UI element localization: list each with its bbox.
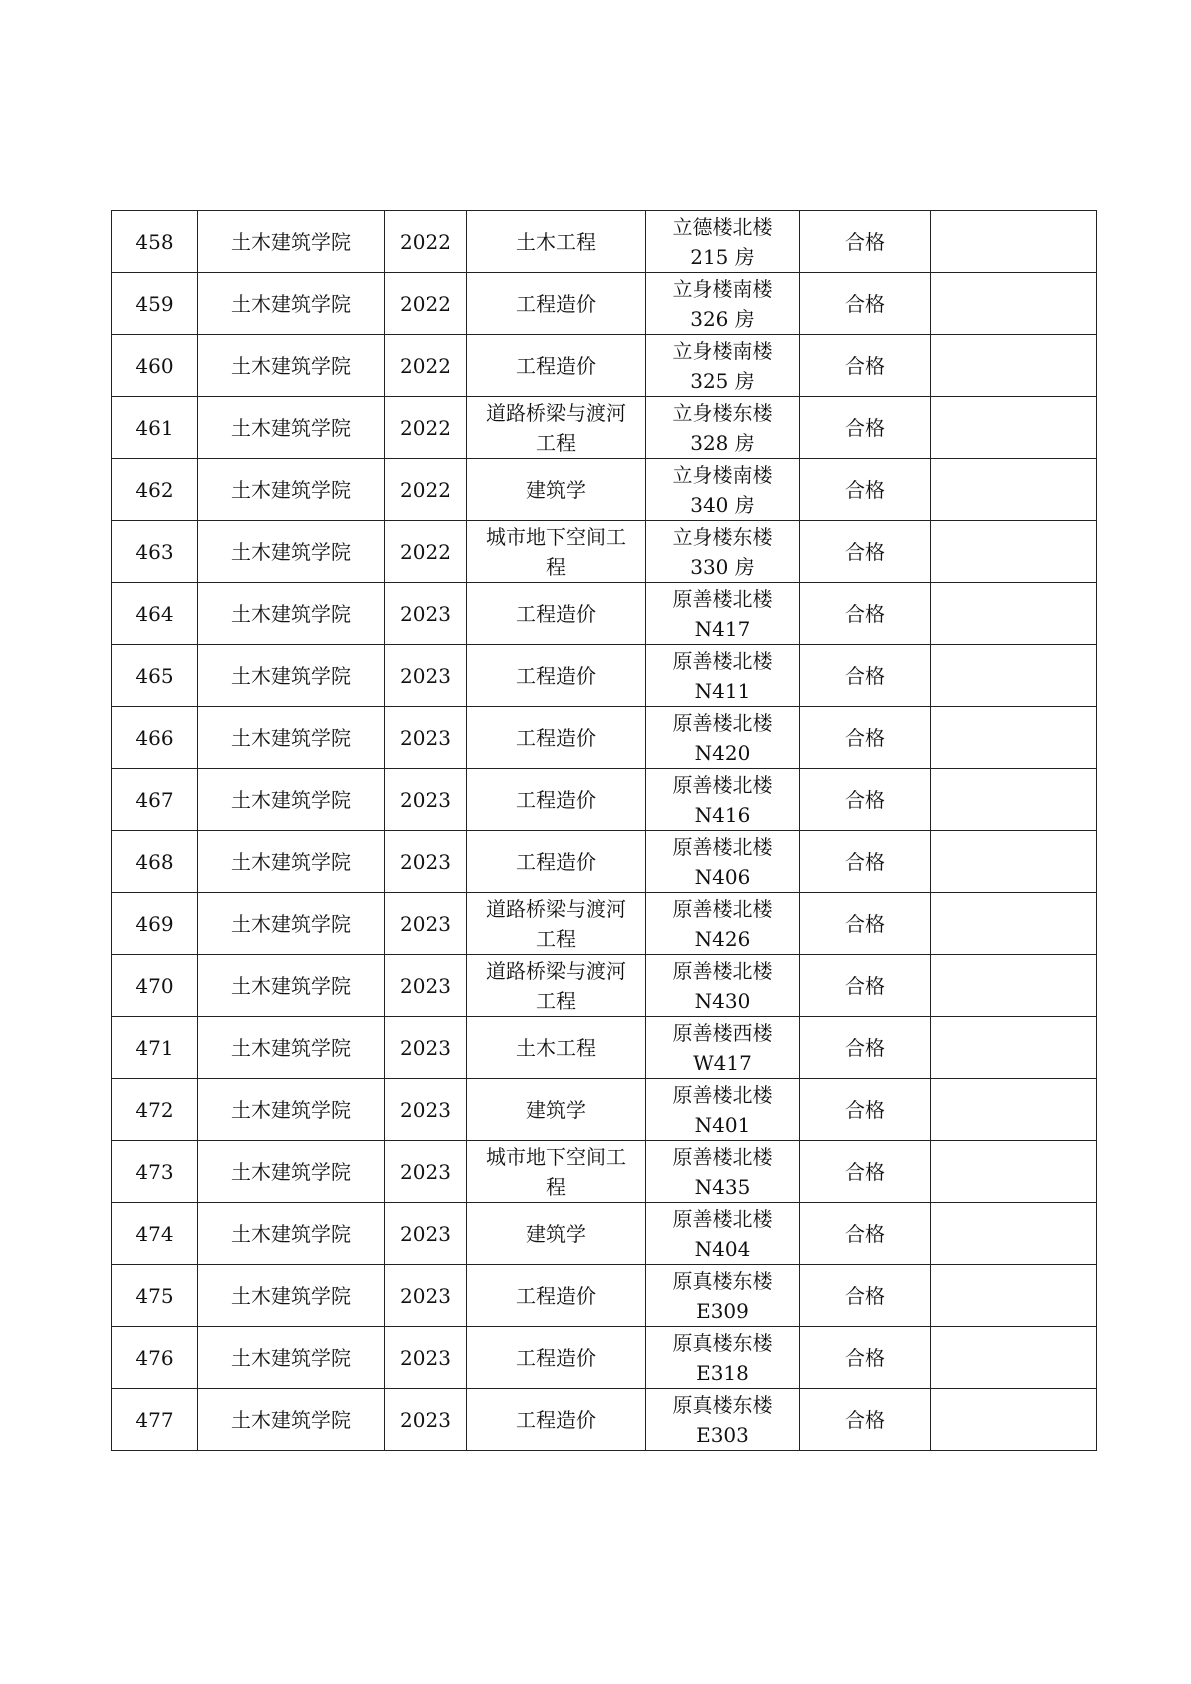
major-cell-line: 土木工程 (516, 1035, 596, 1060)
college-cell: 土木建筑学院 (198, 521, 385, 583)
row-number-cell: 465 (112, 645, 198, 707)
note-cell (931, 1203, 1097, 1265)
dorm-room-cell-line: 立德楼北楼 (672, 214, 773, 239)
note-cell (931, 893, 1097, 955)
major-cell-line: 土木工程 (516, 229, 596, 254)
year-cell: 2023 (385, 583, 467, 645)
table-row (112, 273, 1097, 335)
major-cell (467, 1327, 646, 1389)
note-cell (931, 335, 1097, 397)
dorm-room-cell (646, 831, 800, 893)
note-cell (931, 273, 1097, 335)
college-cell: 土木建筑学院 (198, 273, 385, 335)
dorm-room-cell-line: 原善楼北楼 (672, 772, 773, 797)
college-cell: 土木建筑学院 (198, 583, 385, 645)
dorm-room-cell (646, 707, 800, 769)
result-cell: 合格 (800, 1203, 931, 1265)
note-cell (931, 397, 1097, 459)
college-cell: 土木建筑学院 (198, 893, 385, 955)
note-cell (931, 1389, 1097, 1451)
table-row (112, 1327, 1097, 1389)
table-row (112, 1265, 1097, 1327)
major-cell (467, 1265, 646, 1327)
year-cell: 2023 (385, 831, 467, 893)
note-cell (931, 521, 1097, 583)
note-cell (931, 1141, 1097, 1203)
dorm-room-cell (646, 1141, 800, 1203)
result-cell: 合格 (800, 769, 931, 831)
major-cell (467, 1389, 646, 1451)
result-cell: 合格 (800, 645, 931, 707)
table-row (112, 645, 1097, 707)
major-cell-line: 工程 (536, 430, 576, 455)
dorm-room-cell (646, 397, 800, 459)
result-cell: 合格 (800, 335, 931, 397)
row-number-cell: 460 (112, 335, 198, 397)
major-cell-line: 工程造价 (516, 663, 596, 688)
dorm-room-cell-line: 325 房 (690, 368, 755, 393)
dorm-room-cell (646, 1079, 800, 1141)
dorm-room-cell-line: N416 (694, 802, 751, 827)
dorm-room-cell (646, 769, 800, 831)
major-cell (467, 1203, 646, 1265)
row-number-cell: 476 (112, 1327, 198, 1389)
dorm-room-cell (646, 1265, 800, 1327)
note-cell (931, 583, 1097, 645)
result-cell: 合格 (800, 521, 931, 583)
note-cell (931, 769, 1097, 831)
table-row (112, 521, 1097, 583)
major-cell-line: 工程 (536, 988, 576, 1013)
table-row (112, 459, 1097, 521)
result-cell: 合格 (800, 459, 931, 521)
row-number-cell: 461 (112, 397, 198, 459)
major-cell-line: 工程造价 (516, 1407, 596, 1432)
major-cell-line: 城市地下空间工 (486, 1144, 626, 1169)
major-cell-line: 建筑学 (526, 1221, 586, 1246)
college-cell: 土木建筑学院 (198, 831, 385, 893)
college-cell: 土木建筑学院 (198, 459, 385, 521)
year-cell: 2023 (385, 1203, 467, 1265)
table-row (112, 583, 1097, 645)
table-row (112, 1017, 1097, 1079)
major-cell (467, 583, 646, 645)
college-cell: 土木建筑学院 (198, 397, 385, 459)
row-number-cell: 475 (112, 1265, 198, 1327)
major-cell-line: 工程造价 (516, 787, 596, 812)
year-cell: 2023 (385, 1265, 467, 1327)
major-cell-line: 工程造价 (516, 601, 596, 626)
college-cell: 土木建筑学院 (198, 1079, 385, 1141)
row-number-cell: 471 (112, 1017, 198, 1079)
dorm-room-cell-line: 立身楼东楼 (672, 400, 773, 425)
major-cell (467, 893, 646, 955)
major-cell (467, 397, 646, 459)
note-cell (931, 1327, 1097, 1389)
year-cell: 2022 (385, 211, 467, 273)
note-cell (931, 831, 1097, 893)
dorm-room-cell (646, 583, 800, 645)
major-cell-line: 工程造价 (516, 291, 596, 316)
dorm-room-cell (646, 955, 800, 1017)
dorm-room-cell-line: 原真楼东楼 (672, 1330, 773, 1355)
result-cell: 合格 (800, 1141, 931, 1203)
dorm-room-cell (646, 1327, 800, 1389)
table-row (112, 211, 1097, 273)
result-cell: 合格 (800, 583, 931, 645)
dorm-room-cell-line: 340 房 (690, 492, 755, 517)
dorm-room-cell-line: N435 (694, 1174, 751, 1199)
result-cell: 合格 (800, 397, 931, 459)
row-number-cell: 463 (112, 521, 198, 583)
dorm-room-cell-line: 原善楼北楼 (672, 1206, 773, 1231)
major-cell-line: 工程造价 (516, 353, 596, 378)
major-cell-line: 建筑学 (526, 477, 586, 502)
college-cell: 土木建筑学院 (198, 1017, 385, 1079)
dorm-room-cell-line: 215 房 (690, 244, 755, 269)
dorm-room-cell (646, 273, 800, 335)
dorm-room-cell (646, 1017, 800, 1079)
college-cell: 土木建筑学院 (198, 211, 385, 273)
table-row (112, 1079, 1097, 1141)
dorm-room-cell-line: 原真楼东楼 (672, 1268, 773, 1293)
result-cell: 合格 (800, 831, 931, 893)
table-row (112, 397, 1097, 459)
year-cell: 2023 (385, 769, 467, 831)
dorm-room-cell-line: N406 (694, 864, 751, 889)
year-cell: 2023 (385, 1079, 467, 1141)
major-cell (467, 273, 646, 335)
major-cell-line: 工程造价 (516, 725, 596, 750)
result-cell: 合格 (800, 1389, 931, 1451)
year-cell: 2022 (385, 521, 467, 583)
table-row (112, 1389, 1097, 1451)
year-cell: 2022 (385, 397, 467, 459)
major-cell (467, 459, 646, 521)
major-cell (467, 769, 646, 831)
note-cell (931, 645, 1097, 707)
dorm-room-cell (646, 521, 800, 583)
dorm-room-cell-line: E318 (696, 1360, 749, 1385)
year-cell: 2023 (385, 645, 467, 707)
dorm-room-cell-line: 原善楼北楼 (672, 1082, 773, 1107)
dorm-room-cell-line: 原善楼北楼 (672, 958, 773, 983)
dorm-room-cell-line: N401 (694, 1112, 751, 1137)
year-cell: 2022 (385, 273, 467, 335)
dorm-room-cell-line: N426 (694, 926, 751, 951)
college-cell: 土木建筑学院 (198, 645, 385, 707)
result-cell: 合格 (800, 1327, 931, 1389)
table-row (112, 893, 1097, 955)
major-cell-line: 工程 (536, 926, 576, 951)
major-cell-line: 道路桥梁与渡河 (486, 400, 626, 425)
row-number-cell: 470 (112, 955, 198, 1017)
row-number-cell: 472 (112, 1079, 198, 1141)
dorm-room-cell-line: N411 (694, 678, 751, 703)
major-cell (467, 645, 646, 707)
dorm-room-cell-line: 原善楼北楼 (672, 896, 773, 921)
dorm-room-cell-line: 原真楼东楼 (672, 1392, 773, 1417)
college-cell: 土木建筑学院 (198, 1265, 385, 1327)
row-number-cell: 477 (112, 1389, 198, 1451)
major-cell (467, 1079, 646, 1141)
dorm-room-cell (646, 893, 800, 955)
dorm-room-cell-line: 立身楼南楼 (672, 276, 773, 301)
year-cell: 2023 (385, 1327, 467, 1389)
dorm-room-cell-line: 原善楼北楼 (672, 648, 773, 673)
dorm-room-cell-line: E303 (696, 1422, 749, 1447)
dorm-room-cell-line: W417 (693, 1050, 752, 1075)
dorm-room-cell-line: 原善楼北楼 (672, 1144, 773, 1169)
table-row (112, 707, 1097, 769)
note-cell (931, 707, 1097, 769)
year-cell: 2023 (385, 955, 467, 1017)
major-cell-line: 工程造价 (516, 1345, 596, 1370)
major-cell-line: 程 (546, 1174, 566, 1199)
major-cell (467, 955, 646, 1017)
major-cell (467, 335, 646, 397)
year-cell: 2022 (385, 459, 467, 521)
table-row (112, 955, 1097, 1017)
dorm-room-cell-line: 326 房 (690, 306, 755, 331)
college-cell: 土木建筑学院 (198, 335, 385, 397)
note-cell (931, 1017, 1097, 1079)
result-cell: 合格 (800, 211, 931, 273)
table-row (112, 1141, 1097, 1203)
dorm-room-cell (646, 211, 800, 273)
year-cell: 2023 (385, 1141, 467, 1203)
year-cell: 2023 (385, 893, 467, 955)
note-cell (931, 1265, 1097, 1327)
year-cell: 2023 (385, 1017, 467, 1079)
dorm-room-cell-line: N430 (694, 988, 751, 1013)
major-cell (467, 831, 646, 893)
college-cell: 土木建筑学院 (198, 1141, 385, 1203)
table-row (112, 831, 1097, 893)
dorm-room-cell-line: 原善楼北楼 (672, 710, 773, 735)
table-row (112, 335, 1097, 397)
dorm-room-cell-line: 立身楼东楼 (672, 524, 773, 549)
result-cell: 合格 (800, 1079, 931, 1141)
row-number-cell: 467 (112, 769, 198, 831)
table-body (112, 211, 1097, 1451)
row-number-cell: 469 (112, 893, 198, 955)
row-number-cell: 458 (112, 211, 198, 273)
result-cell: 合格 (800, 955, 931, 1017)
major-cell-line: 道路桥梁与渡河 (486, 958, 626, 983)
major-cell (467, 211, 646, 273)
year-cell: 2022 (385, 335, 467, 397)
row-number-cell: 474 (112, 1203, 198, 1265)
table-row (112, 769, 1097, 831)
dorm-room-cell-line: E309 (696, 1298, 749, 1323)
table-row (112, 1203, 1097, 1265)
row-number-cell: 462 (112, 459, 198, 521)
result-cell: 合格 (800, 273, 931, 335)
row-number-cell: 468 (112, 831, 198, 893)
dorm-room-cell (646, 645, 800, 707)
major-cell-line: 程 (546, 554, 566, 579)
dorm-room-cell-line: 328 房 (690, 430, 755, 455)
inspection-table (111, 210, 1097, 1451)
college-cell: 土木建筑学院 (198, 955, 385, 1017)
college-cell: 土木建筑学院 (198, 1389, 385, 1451)
row-number-cell: 459 (112, 273, 198, 335)
dorm-room-cell (646, 1389, 800, 1451)
dorm-room-cell-line: 原善楼西楼 (672, 1020, 773, 1045)
dorm-room-cell (646, 1203, 800, 1265)
note-cell (931, 211, 1097, 273)
major-cell-line: 建筑学 (526, 1097, 586, 1122)
note-cell (931, 955, 1097, 1017)
dorm-room-cell-line: 原善楼北楼 (672, 834, 773, 859)
college-cell: 土木建筑学院 (198, 1327, 385, 1389)
row-number-cell: 473 (112, 1141, 198, 1203)
row-number-cell: 466 (112, 707, 198, 769)
dorm-room-cell-line: N404 (694, 1236, 751, 1261)
dorm-room-cell-line: N417 (694, 616, 751, 641)
major-cell (467, 1017, 646, 1079)
major-cell-line: 城市地下空间工 (486, 524, 626, 549)
major-cell (467, 707, 646, 769)
note-cell (931, 1079, 1097, 1141)
dorm-room-cell-line: 330 房 (690, 554, 755, 579)
result-cell: 合格 (800, 707, 931, 769)
result-cell: 合格 (800, 893, 931, 955)
year-cell: 2023 (385, 1389, 467, 1451)
major-cell-line: 工程造价 (516, 1283, 596, 1308)
college-cell: 土木建筑学院 (198, 769, 385, 831)
dorm-room-cell (646, 335, 800, 397)
dorm-room-cell-line: 原善楼北楼 (672, 586, 773, 611)
college-cell: 土木建筑学院 (198, 1203, 385, 1265)
note-cell (931, 459, 1097, 521)
major-cell (467, 521, 646, 583)
result-cell: 合格 (800, 1265, 931, 1327)
major-cell-line: 工程造价 (516, 849, 596, 874)
major-cell-line: 道路桥梁与渡河 (486, 896, 626, 921)
year-cell: 2023 (385, 707, 467, 769)
row-number-cell: 464 (112, 583, 198, 645)
dorm-room-cell-line: 立身楼南楼 (672, 338, 773, 363)
dorm-room-cell-line: 立身楼南楼 (672, 462, 773, 487)
result-cell: 合格 (800, 1017, 931, 1079)
major-cell (467, 1141, 646, 1203)
dorm-room-cell (646, 459, 800, 521)
college-cell: 土木建筑学院 (198, 707, 385, 769)
dorm-room-cell-line: N420 (694, 740, 751, 765)
